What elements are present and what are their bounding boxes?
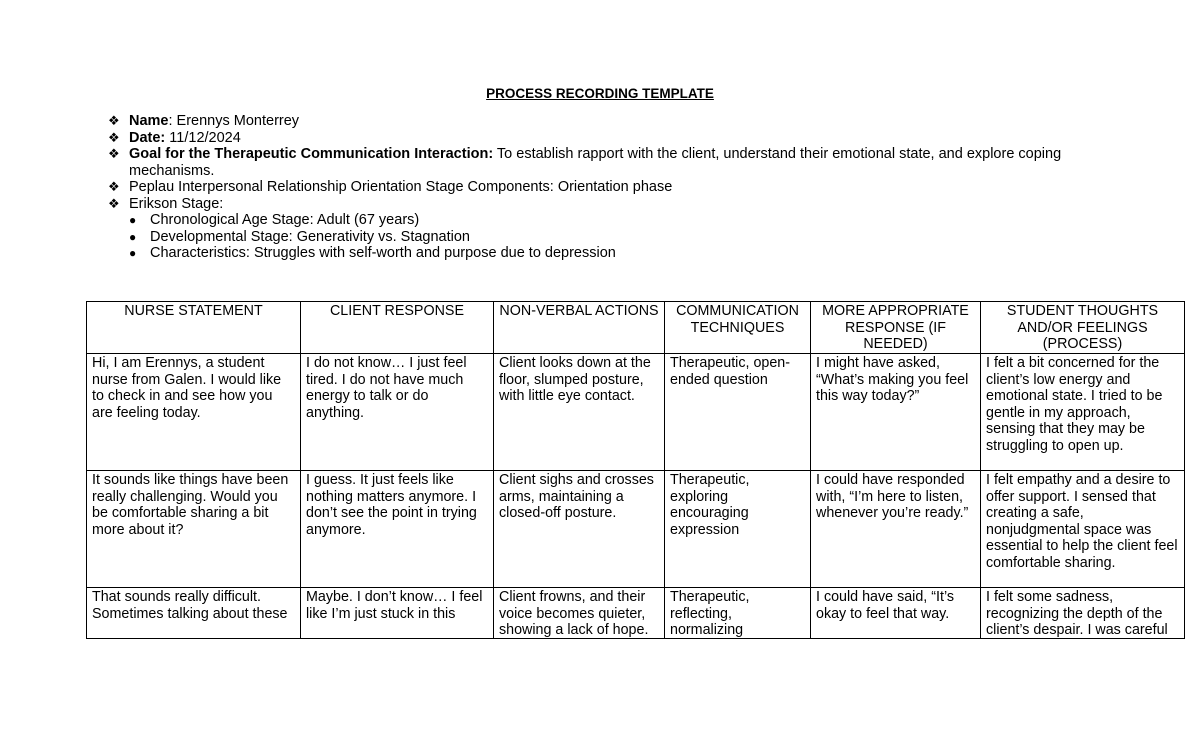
name-label: Name [129, 113, 169, 129]
diamond-bullet-icon: ❖ [108, 195, 120, 211]
table-cell: Maybe. I don’t know… I feel like I’m just stuck in this [301, 588, 494, 639]
erikson-item: ● Chronological Age Stage: Adult (67 years) [129, 212, 420, 228]
column-header: NURSE STATEMENT [87, 302, 301, 354]
table-cell: I could have said, “It’s okay to feel that way. [811, 588, 981, 639]
goal-line [108, 146, 1068, 179]
table-cell: I do not know… I just feel tired. I do not have much energy to talk or do anything. [301, 354, 494, 471]
header-info [108, 113, 1068, 262]
date-label: Date: [129, 129, 166, 146]
diamond-bullet-icon: ❖ [108, 129, 120, 145]
column-header: MORE APPROPRIATE RESPONSE (IF NEEDED) [811, 302, 981, 354]
column-header: COMMUNICATION TECHNIQUES [665, 302, 811, 354]
table-row [87, 588, 1185, 639]
table-cell: I felt a bit concerned for the client’s low energy and emotional state. I tried to be gentle in my approach, sensing that they may be struggling to open up. [981, 354, 1185, 471]
erikson-line [108, 196, 1068, 213]
date-line [108, 130, 1068, 147]
erikson-item: ● Characteristics: Struggles with self-worth and purpose due to depression [129, 245, 616, 261]
diamond-bullet-icon: ❖ [108, 146, 120, 161]
goal-label: Goal for the Therapeutic Communication Interaction: [129, 146, 494, 162]
peplau-text: Peplau Interpersonal Relationship Orientation Stage Components: Orientation phase [129, 179, 673, 195]
name-value: : Erennys Monterrey [168, 113, 300, 129]
table-cell: I felt empathy and a desire to offer support. I sensed that creating a safe, nonjudgmental space was essential to help the client feel comfortable sharing. [981, 471, 1185, 588]
table-cell: It sounds like things have been really challenging. Would you be comfortable sharing a bit more about it? [87, 471, 301, 588]
goal-value: To establish rapport with the client, understand their emotional state, and explore coping mechanisms. [129, 146, 1062, 179]
column-header: STUDENT THOUGHTS AND/OR FEELINGS (PROCESS) [981, 302, 1185, 354]
table-cell: Client sighs and crosses arms, maintaining a closed-off posture. [494, 471, 665, 588]
table-row [87, 471, 1185, 588]
date-value: 11/12/2024 [165, 129, 241, 146]
erikson-text: Erikson Stage: [129, 195, 224, 212]
erikson-item: ● Developmental Stage: Generativity vs. Stagnation [129, 228, 470, 245]
dot-bullet-icon: ● [129, 246, 137, 260]
table-cell: Therapeutic, reflecting, normalizing [665, 588, 811, 639]
dot-bullet-icon: ● [129, 229, 137, 244]
table-cell: I could have responded with, “I’m here to listen, whenever you’re ready.” [811, 471, 981, 588]
dot-bullet-icon: ● [129, 213, 137, 227]
table-header-row [87, 302, 1185, 354]
table-cell: I guess. It just feels like nothing matters anymore. I don’t see the point in trying anymore. [301, 471, 494, 588]
diamond-bullet-icon: ❖ [108, 179, 120, 194]
document-title: PROCESS RECORDING TEMPLATE [486, 86, 714, 101]
peplau-line [108, 179, 1068, 196]
table-cell: Therapeutic, open-ended question [665, 354, 811, 471]
column-header: CLIENT RESPONSE [301, 302, 494, 354]
column-header: NON-VERBAL ACTIONS [494, 302, 665, 354]
table-cell: Hi, I am Erennys, a student nurse from Galen. I would like to check in and see how you are feeling today. [87, 354, 301, 471]
table-cell: I might have asked, “What’s making you feel this way today?” [811, 354, 981, 471]
table-cell: Client frowns, and their voice becomes quieter, showing a lack of hope. [494, 588, 665, 639]
diamond-bullet-icon: ❖ [108, 113, 120, 128]
table-cell: That sounds really difficult. Sometimes talking about these [87, 588, 301, 639]
name-line [108, 113, 1068, 130]
process-recording-table [86, 301, 1185, 639]
table-row [87, 354, 1185, 471]
table-cell: Therapeutic, exploring encouraging expression [665, 471, 811, 588]
table-cell: Client looks down at the floor, slumped posture, with little eye contact. [494, 354, 665, 471]
table-cell: I felt some sadness, recognizing the depth of the client’s despair. I was careful [981, 588, 1185, 639]
